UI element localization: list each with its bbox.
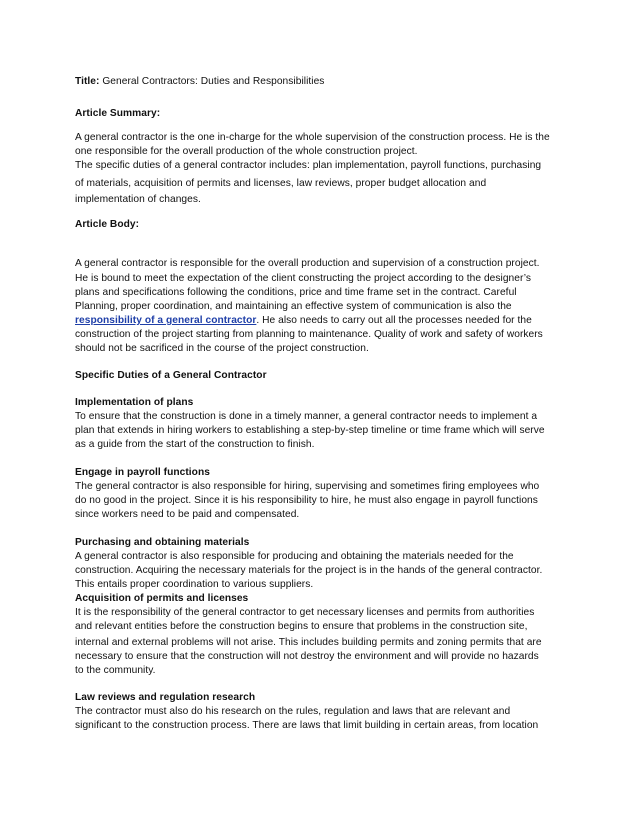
title-text: General Contractors: Duties and Responsibilities xyxy=(99,76,325,87)
section-line: necessary to ensure that the construction will not destroy the environment and will provide no hazards xyxy=(75,651,539,662)
section-line: internal and external problems will not arise. This includes building permits and zoning permits that are xyxy=(75,637,542,648)
section-line: To ensure that the construction is done in a timely manner, a general contractor needs to implement a xyxy=(75,411,538,422)
section-line: construction. Acquiring the necessary materials for the project is in the hands of the general contractor. xyxy=(75,565,543,576)
summary-heading: Article Summary: xyxy=(75,108,161,119)
section-line: The general contractor is also responsible for hiring, supervising and sometimes firing employees who xyxy=(75,481,540,492)
section-line: This entails proper coordination to various suppliers. xyxy=(75,579,314,590)
section-line: The contractor must also do his research on the rules, regulation and laws that are relevant and xyxy=(75,706,511,717)
duties-heading: Specific Duties of a General Contractor xyxy=(75,370,267,381)
body-line: A general contractor is responsible for the overall production and supervision of a construction project. xyxy=(75,258,540,269)
summary-line: implementation of changes. xyxy=(75,194,201,205)
body-heading: Article Body: xyxy=(75,219,140,230)
section-line: since workers need to be paid and compensated. xyxy=(75,509,300,520)
section-heading-implementation: Implementation of plans xyxy=(75,397,194,408)
title-label: Title: xyxy=(75,76,100,87)
section-heading-purchasing: Purchasing and obtaining materials xyxy=(75,537,250,548)
section-line: as a guide from the start of the construction to finish. xyxy=(75,439,315,450)
body-line: construction of the project starting from planning to maintenance. Quality of work and safety of workers xyxy=(75,329,543,340)
summary-line: The specific duties of a general contractor includes: plan implementation, payroll functions, purchasing xyxy=(75,160,542,171)
body-link-after: . He also needs to carry out all the processes needed for the xyxy=(256,315,532,326)
body-line: plans and specifications following the conditions, price and time frame set in the contract. Careful xyxy=(75,287,517,298)
body-line: should not be sacrificed in the course of the project construction. xyxy=(75,343,369,354)
body-line-with-link xyxy=(75,314,532,327)
summary-line: of materials, acquisition of permits and licenses, law reviews, proper budget allocation and xyxy=(75,178,487,189)
section-line: and relevant entities before the construction begins to ensure that problems in the construction site, xyxy=(75,621,528,632)
section-heading-payroll: Engage in payroll functions xyxy=(75,467,210,478)
section-line: plan that extends in hiring workers to establishing a step-by-step timeline or time frame which will serve xyxy=(75,425,545,436)
document-title xyxy=(75,75,324,88)
section-heading-law-reviews: Law reviews and regulation research xyxy=(75,692,256,703)
summary-line: A general contractor is the one in-charge for the whole supervision of the construction process. He is the xyxy=(75,132,550,143)
summary-line: one responsible for the overall production of the whole construction project. xyxy=(75,146,418,157)
section-line: It is the responsibility of the general contractor to get necessary licenses and permits from authorities xyxy=(75,607,535,618)
responsibility-link[interactable]: responsibility of a general contractor xyxy=(75,315,257,326)
body-line: Planning, proper coordination, and maintaining an effective system of communication is also the xyxy=(75,301,512,312)
section-line: A general contractor is also responsible for producing and obtaining the materials needed for the xyxy=(75,551,514,562)
section-line: to the community. xyxy=(75,665,156,676)
section-line: do no good in the project. Since it is his responsibility to hire, he must also engage in payroll functions xyxy=(75,495,538,506)
section-heading-permits: Acquisition of permits and licenses xyxy=(75,593,249,604)
section-line: significant to the construction process. There are laws that limit building in certain areas, from location xyxy=(75,720,539,731)
body-line: He is bound to meet the expectation of the client constructing the project according to the designer’s xyxy=(75,273,532,284)
